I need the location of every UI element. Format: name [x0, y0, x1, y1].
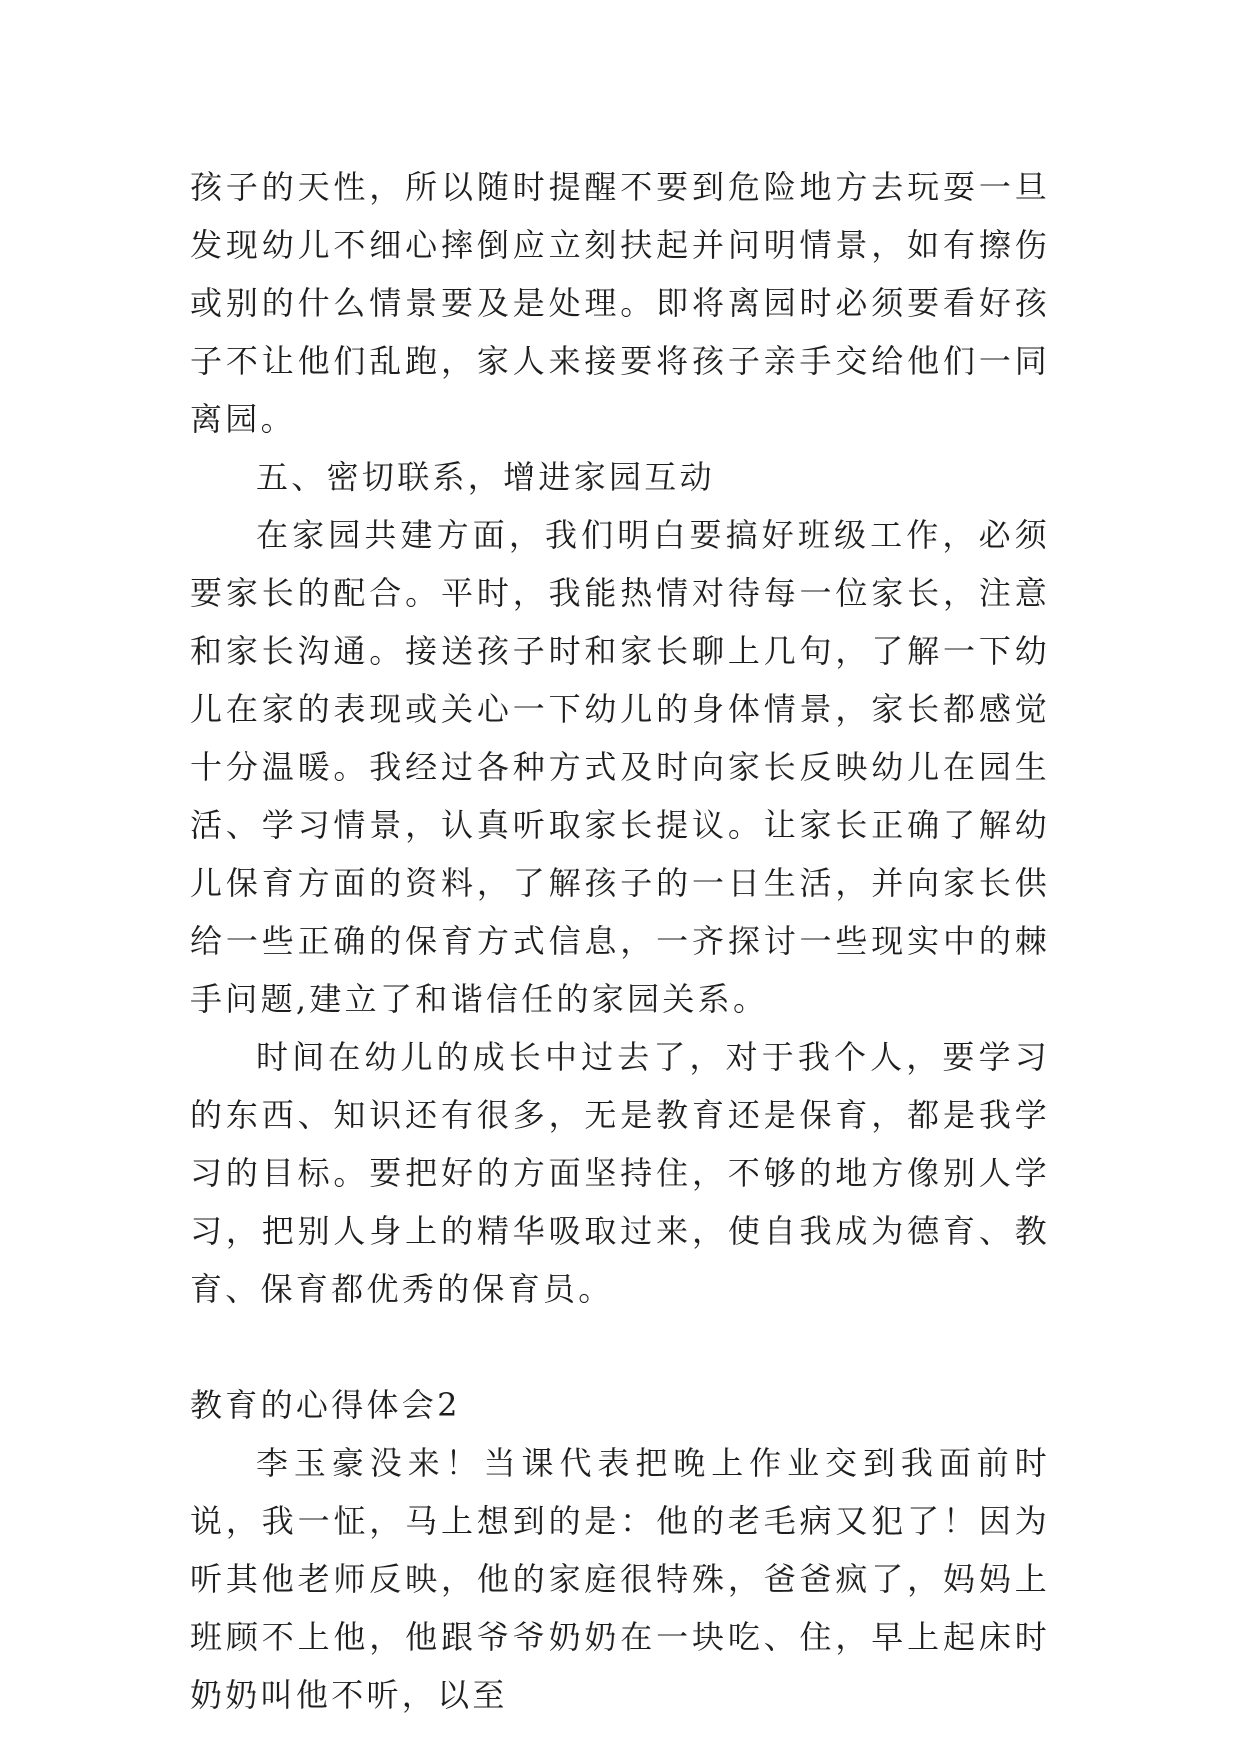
- paragraph-home-school: 在家园共建方面，我们明白要搞好班级工作，必须要家长的配合。平时，我能热情对待每一位家长，注意和家长沟通。接送孩子时和家长聊上几句，了解一下幼儿在家的表现或关心一下幼儿的身体情景，家长都感觉十分温暖。我经过各种方式及时向家长反映幼儿在园生活、学习情景，认真听取家长提议。让家长正确了解幼儿保育方面的资料，了解孩子的一日生活，并向家长供给一些正确的保育方式信息，一齐探讨一些现实中的棘手问题,建立了和谐信任的家园关系。: [190, 516, 1050, 1018]
- document-body: [190, 158, 1050, 1724]
- section-spacer: [190, 1318, 1050, 1376]
- paragraph-conclusion: 时间在幼儿的成长中过去了，对于我个人，要学习的东西、知识还有很多，无是教育还是保育，都是我学习的目标。要把好的方面坚持住，不够的地方像别人学习，把别人身上的精华吸取过来，使自我成为德育、教育、保育都优秀的保育员。: [190, 1038, 1050, 1308]
- paragraph-continued: 孩子的天性，所以随时提醒不要到危险地方去玩耍一旦发现幼儿不细心摔倒应立刻扶起并问明情景，如有擦伤或别的什么情景要及是处理。即将离园时必须要看好孩子不让他们乱跑，家人来接要将孩子亲手交给他们一同离园。: [190, 168, 1050, 438]
- subsection-heading: 五、密切联系，增进家园互动: [256, 458, 715, 496]
- section-title: 教育的心得体会2: [190, 1386, 461, 1424]
- paragraph-section-2-intro: 李玉豪没来！当课代表把晚上作业交到我面前时说，我一怔，马上想到的是：他的老毛病又犯了！因为听其他老师反映，他的家庭很特殊，爸爸疯了，妈妈上班顾不上他，他跟爷爷奶奶在一块吃、住，早上起床时奶奶叫他不听，以至: [190, 1444, 1050, 1714]
